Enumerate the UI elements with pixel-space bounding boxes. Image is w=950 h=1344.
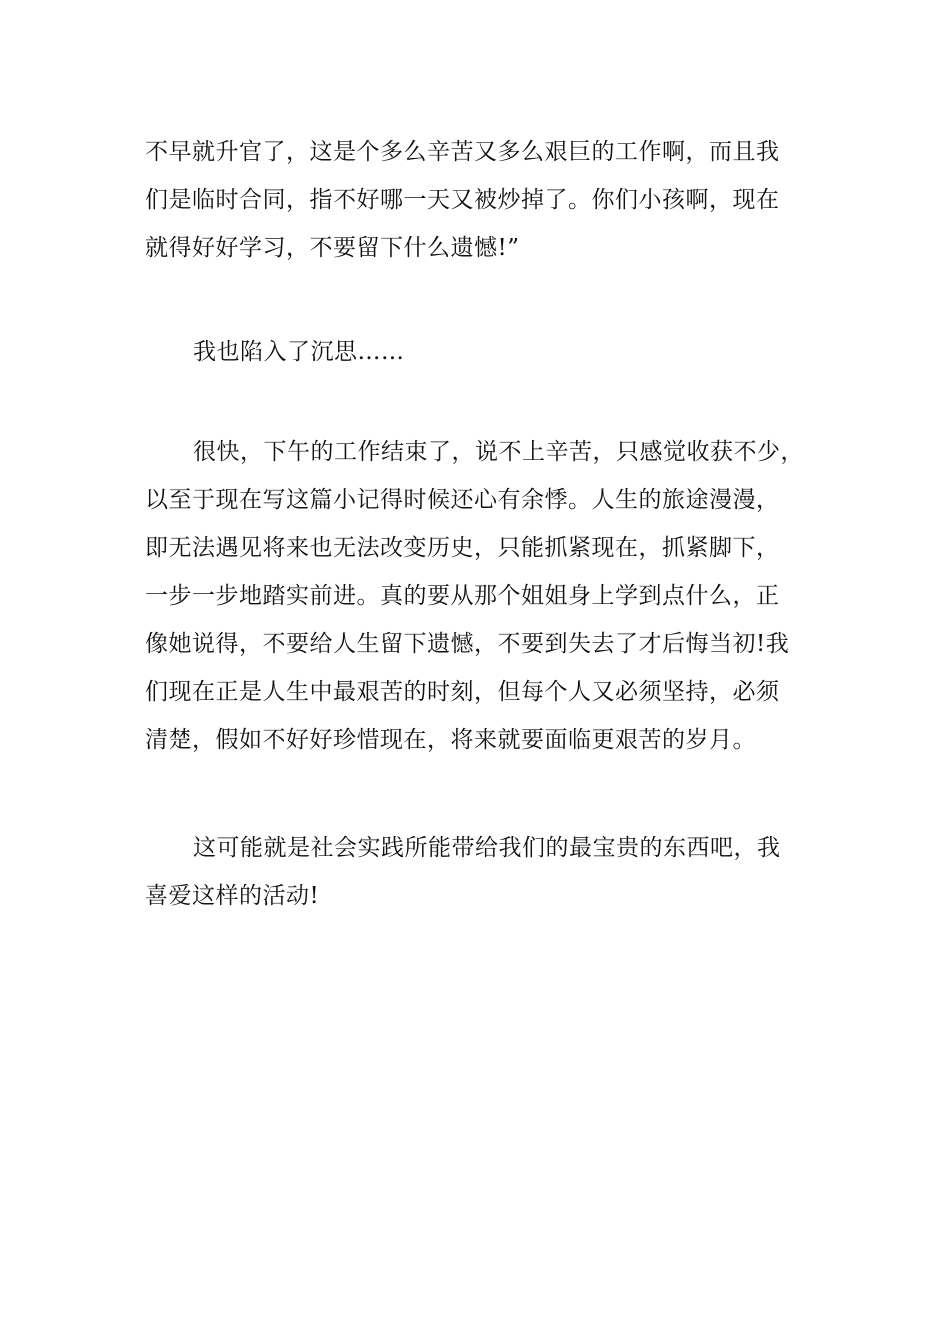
paragraph-line: 像她说得，不要给人生留下遗憾，不要到失去了才后悔当初!我: [145, 631, 790, 657]
paragraph-3: [145, 428, 835, 764]
paragraph-line: 就得好好学习，不要留下什么遗憾!”: [145, 235, 520, 261]
paragraph-line: 很快，下午的工作结束了，说不上辛苦，只感觉收获不少，: [193, 439, 804, 465]
paragraph-line: 以至于现在写这篇小记得时候还心有余悸。人生的旅途漫漫，: [145, 487, 780, 513]
paragraph-line: 喜爱这样的活动!: [145, 883, 320, 909]
paragraph-line: 们现在正是人生中最艰苦的时刻，但每个人又必须坚持，必须: [145, 679, 780, 705]
paragraph-line: 即无法遇见将来也无法改变历史，只能抓紧现在，抓紧脚下，: [145, 535, 780, 561]
paragraph-line: 清楚，假如不好好珍惜现在，将来就要面临更艰苦的岁月。: [145, 727, 756, 753]
paragraph-4: [145, 824, 835, 920]
paragraph-1: [145, 128, 835, 272]
paragraph-2: [145, 328, 835, 376]
paragraph-line: 们是临时合同，指不好哪一天又被炒掉了。你们小孩啊，现在: [145, 187, 780, 213]
paragraph-line: 这可能就是社会实践所能带给我们的最宝贵的东西吧，我: [193, 835, 781, 861]
paragraph-line: 不早就升官了，这是个多么辛苦又多么艰巨的工作啊，而且我: [145, 139, 780, 165]
paragraph-line: 一步一步地踏实前进。真的要从那个姐姐身上学到点什么，正: [145, 583, 780, 609]
paragraph-line: 我也陷入了沉思……: [193, 339, 405, 365]
